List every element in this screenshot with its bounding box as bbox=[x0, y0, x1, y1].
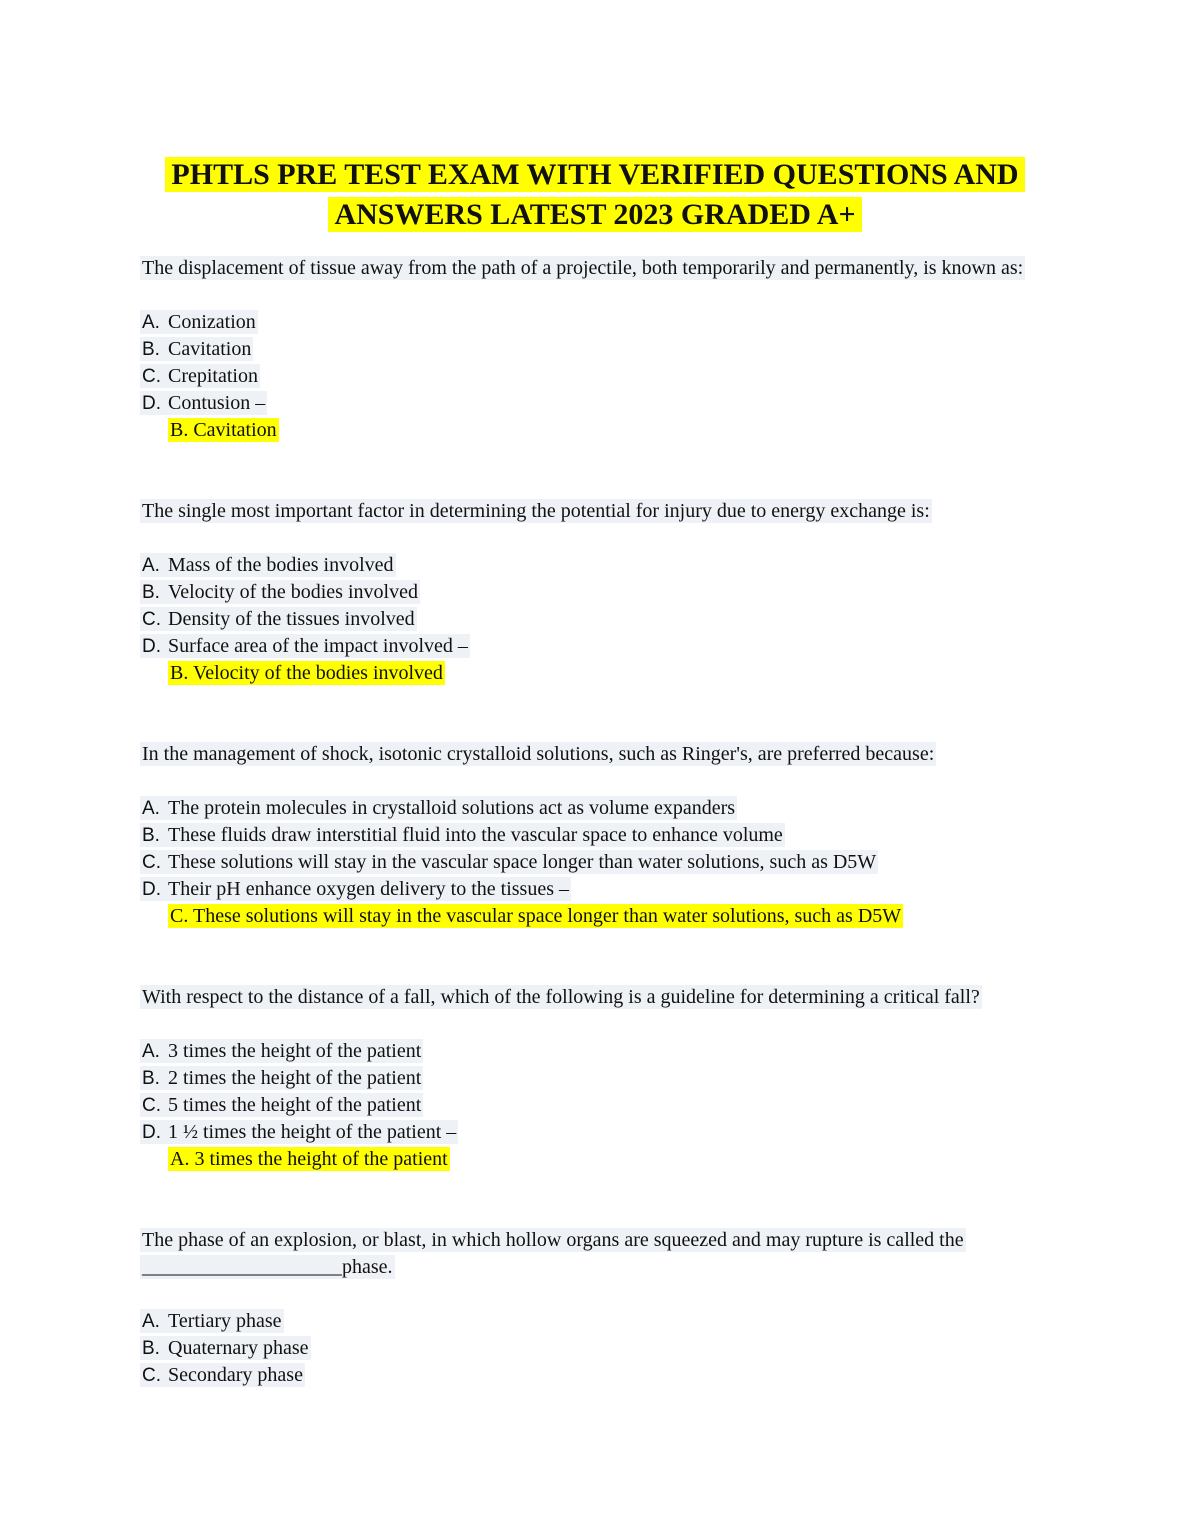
question-prompt-text: In the management of shock, isotonic crystalloid solutions, such as Ringer's, are preferred because: bbox=[142, 743, 935, 765]
question-block bbox=[140, 1227, 1050, 1389]
option-text: Mass of the bodies involved bbox=[168, 554, 394, 576]
option-row bbox=[140, 552, 1050, 579]
option-text: Tertiary phase bbox=[168, 1310, 282, 1332]
option-text: Surface area of the impact involved – bbox=[168, 635, 468, 657]
question-block bbox=[140, 741, 1050, 930]
option-content bbox=[140, 310, 258, 334]
option-text: 1 ½ times the height of the patient – bbox=[168, 1121, 457, 1143]
option-text: Conization bbox=[168, 311, 256, 333]
option-content bbox=[140, 850, 878, 874]
option-content bbox=[140, 337, 253, 361]
option-letter: B. bbox=[142, 582, 160, 603]
question-prompt bbox=[140, 1227, 1050, 1281]
option-content bbox=[140, 607, 417, 631]
answer-text: C. These solutions will stay in the vascular space longer than water solutions, such as D5W bbox=[170, 905, 902, 927]
option-letter: D. bbox=[142, 1122, 161, 1143]
answer-line bbox=[168, 903, 1050, 930]
answer-line bbox=[168, 417, 1050, 444]
option-letter: A. bbox=[142, 798, 160, 819]
option-content bbox=[140, 391, 267, 415]
option-row bbox=[140, 795, 1050, 822]
page-title bbox=[140, 155, 1050, 235]
option-content bbox=[140, 580, 420, 604]
option-row bbox=[140, 1065, 1050, 1092]
option-text: These solutions will stay in the vascular space longer than water solutions, such as D5W bbox=[168, 851, 877, 873]
option-text: 3 times the height of the patient bbox=[168, 1040, 422, 1062]
option-row bbox=[140, 822, 1050, 849]
option-row bbox=[140, 1335, 1050, 1362]
answer-line bbox=[168, 1146, 1050, 1173]
option-content bbox=[140, 1066, 423, 1090]
option-content bbox=[140, 634, 470, 658]
option-row bbox=[140, 1038, 1050, 1065]
option-content bbox=[140, 1039, 423, 1063]
option-letter: B. bbox=[142, 1068, 160, 1089]
option-letter: A. bbox=[142, 555, 160, 576]
option-text: 2 times the height of the patient bbox=[168, 1067, 422, 1089]
page-title-text: PHTLS PRE TEST EXAM WITH VERIFIED QUESTIONS AND ANSWERS LATEST 2023 GRADED A+ bbox=[165, 157, 1024, 232]
option-text: Contusion – bbox=[168, 392, 266, 414]
question-block bbox=[140, 255, 1050, 444]
option-content bbox=[140, 1363, 305, 1387]
option-content bbox=[140, 1093, 423, 1117]
question-prompt bbox=[140, 498, 1050, 525]
option-letter: D. bbox=[142, 879, 161, 900]
question-prompt bbox=[140, 741, 1050, 768]
option-text: Their pH enhance oxygen delivery to the tissues – bbox=[168, 878, 569, 900]
question-prompt-text: The single most important factor in determining the potential for injury due to energy exchange is: bbox=[142, 500, 930, 522]
option-letter: B. bbox=[142, 1338, 160, 1359]
option-row bbox=[140, 1119, 1050, 1146]
option-text: These fluids draw interstitial fluid into the vascular space to enhance volume bbox=[168, 824, 783, 846]
option-letter: D. bbox=[142, 636, 161, 657]
option-row bbox=[140, 1362, 1050, 1389]
option-content bbox=[140, 553, 396, 577]
option-row bbox=[140, 336, 1050, 363]
option-row bbox=[140, 390, 1050, 417]
option-letter: A. bbox=[142, 312, 160, 333]
option-row bbox=[140, 309, 1050, 336]
option-text: Density of the tissues involved bbox=[168, 608, 415, 630]
option-letter: C. bbox=[142, 1365, 161, 1386]
question-prompt-text: The phase of an explosion, or blast, in which hollow organs are squeezed and may rupture is called the ____________________phase. bbox=[142, 1229, 964, 1278]
questions-container bbox=[140, 255, 1050, 1389]
question-prompt-text: The displacement of tissue away from the path of a projectile, both temporarily and permanently, is known as: bbox=[142, 257, 1024, 279]
option-letter: A. bbox=[142, 1041, 160, 1062]
option-row bbox=[140, 363, 1050, 390]
option-text: The protein molecules in crystalloid solutions act as volume expanders bbox=[168, 797, 736, 819]
option-letter: C. bbox=[142, 852, 161, 873]
option-letter: B. bbox=[142, 339, 160, 360]
question-prompt-text: With respect to the distance of a fall, which of the following is a guideline for determining a critical fall? bbox=[142, 986, 980, 1008]
answer-line bbox=[168, 660, 1050, 687]
option-text: 5 times the height of the patient bbox=[168, 1094, 422, 1116]
option-letter: C. bbox=[142, 1095, 161, 1116]
option-letter: B. bbox=[142, 825, 160, 846]
option-content bbox=[140, 877, 571, 901]
option-text: Cavitation bbox=[168, 338, 252, 360]
option-content bbox=[140, 1336, 311, 1360]
option-row bbox=[140, 579, 1050, 606]
option-content bbox=[140, 796, 737, 820]
option-letter: C. bbox=[142, 366, 161, 387]
option-content bbox=[140, 1309, 284, 1333]
question-block bbox=[140, 984, 1050, 1173]
answer-text: B. Cavitation bbox=[170, 419, 277, 441]
option-row bbox=[140, 1092, 1050, 1119]
option-text: Crepitation bbox=[168, 365, 258, 387]
answer-text: A. 3 times the height of the patient bbox=[170, 1148, 448, 1170]
option-letter: C. bbox=[142, 609, 161, 630]
option-row bbox=[140, 849, 1050, 876]
option-row bbox=[140, 876, 1050, 903]
option-row bbox=[140, 606, 1050, 633]
option-text: Velocity of the bodies involved bbox=[168, 581, 418, 603]
option-content bbox=[140, 1120, 458, 1144]
option-letter: D. bbox=[142, 393, 161, 414]
question-prompt bbox=[140, 255, 1050, 282]
option-letter: A. bbox=[142, 1311, 160, 1332]
answer-text: B. Velocity of the bodies involved bbox=[170, 662, 443, 684]
option-content bbox=[140, 823, 785, 847]
option-content bbox=[140, 364, 260, 388]
question-prompt bbox=[140, 984, 1050, 1011]
option-row bbox=[140, 1308, 1050, 1335]
option-row bbox=[140, 633, 1050, 660]
option-text: Quaternary phase bbox=[168, 1337, 309, 1359]
option-text: Secondary phase bbox=[168, 1364, 303, 1386]
question-block bbox=[140, 498, 1050, 687]
